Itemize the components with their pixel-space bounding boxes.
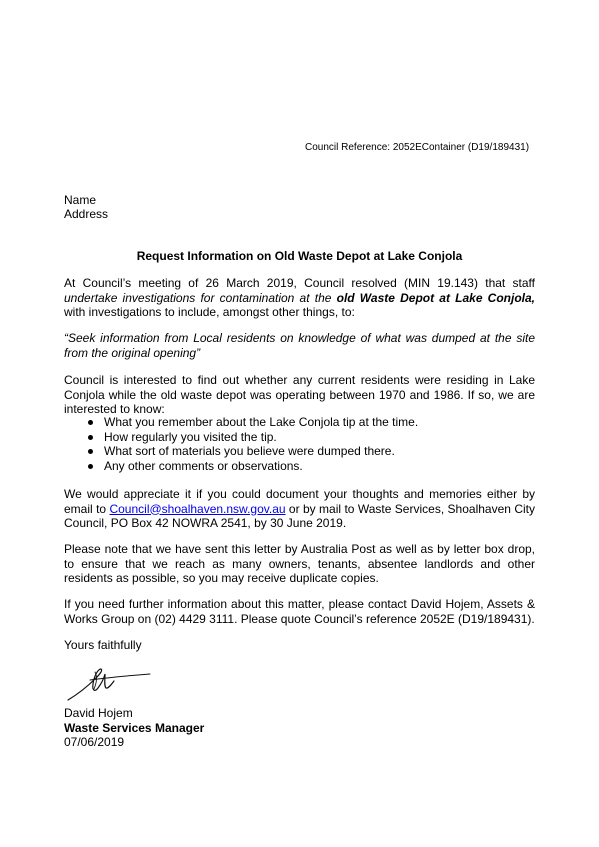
bullet-icon: [88, 435, 93, 440]
email-link[interactable]: Council@shoalhaven.nsw.gov.au: [109, 501, 286, 516]
interest-list: [64, 415, 418, 473]
closing: Yours faithfully: [64, 638, 142, 652]
list-item: [64, 415, 418, 430]
letter-heading: Request Information on Old Waste Depot at Lake Conjola: [136, 249, 463, 263]
list-item: [64, 459, 418, 474]
signature-image: [64, 662, 154, 704]
recipient-address: Address: [64, 207, 109, 221]
contact-tail: or by mail to Waste Services, Shoalhaven City Council, PO Box 42 NOWRA 2541, by 30 June 2019.: [64, 501, 535, 530]
resolution-quote: “Seek information from Local residents on knowledge of what was dumped at the site from the original opening”: [64, 331, 535, 360]
paragraph-interest: Council is interested to find out whether any current residents were residing in Lake Conjola while the old waste depot was operating between 1970 and 1986. If so, we are interested to know:: [64, 373, 535, 416]
recipient-name: Name: [64, 193, 97, 207]
list-item-text: Any other comments or observations.: [104, 458, 303, 473]
signer-name: David Hojem: [64, 706, 133, 720]
recipient-block: [64, 193, 108, 221]
paragraph-resolution: [64, 276, 535, 320]
letter-date: 07/06/2019: [64, 735, 125, 749]
signer-block: [64, 706, 204, 750]
list-item: [64, 444, 418, 459]
resolution-text: At Council’s meeting of 26 March 2019, Council resolved (MIN 19.143) that staff: [64, 276, 535, 290]
paragraph-duplicate-notice: Please note that we have sent this letter by Australia Post as well as by letter box drop, to ensure that we reach as many owners, tenants, absentee landlords and other residents as possible, so you may receive duplicate copies.: [64, 542, 535, 585]
resolution-tail: with investigations to include, amongst other things, to:: [64, 305, 355, 319]
list-item-text: What you remember about the Lake Conjola tip at the time.: [104, 415, 419, 429]
list-item-text: What sort of materials you believe were dumped there.: [104, 444, 395, 459]
signer-title: Waste Services Manager: [64, 720, 205, 735]
bullet-icon: [88, 464, 93, 469]
list-item: [64, 430, 418, 445]
contact-text: We would appreciate it if you could document your thoughts and memories either by email to: [64, 487, 535, 516]
bullet-icon: [88, 420, 93, 425]
resolution-bold-italic: old Waste Depot at Lake Conjola,: [336, 290, 536, 305]
council-reference: Council Reference: 2052EContainer (D19/189431): [305, 142, 530, 153]
list-item-text: How regularly you visited the tip.: [104, 429, 277, 444]
paragraph-contact-method: [64, 487, 535, 531]
resolution-italic: undertake investigations for contamination at the: [64, 290, 337, 305]
bullet-icon: [88, 449, 93, 454]
paragraph-further-info: If you need further information about this matter, please contact David Hojem, Assets & Works Group on (02) 4429 3111. Please quote Council’s reference 2052E (D19/189431).: [64, 597, 535, 626]
